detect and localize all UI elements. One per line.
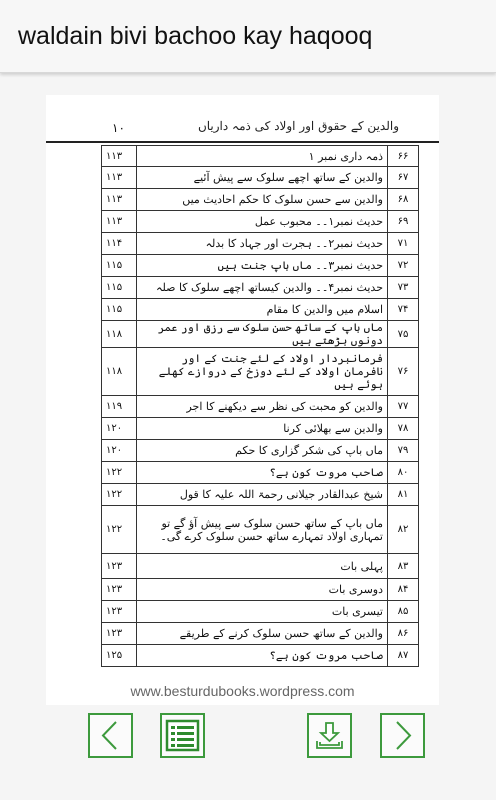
toc-entry-number: ۷۶ [388, 348, 419, 396]
toc-row [102, 418, 419, 440]
toc-page-number: ۱۱۸ [102, 321, 137, 348]
running-header: والدین کے حقوق اور اولاد کی ذمہ داریاں [197, 119, 399, 133]
toc-entry-title: حدیث نمبر۳۔۔ ماں باپ جنت ہیں [137, 255, 388, 277]
list-icon [162, 715, 203, 756]
toc-entry-number: ۷۴ [388, 299, 419, 321]
toc-entry-title: اسلام میں والدین کا مقام [137, 299, 388, 321]
page-number: ۱۰ [112, 121, 125, 135]
toc-entry-number: ۷۳ [388, 277, 419, 299]
toc-entry-title: والدین کے ساتھ اچھے سلوک سے پیش آئیے [137, 167, 388, 189]
toc-row [102, 645, 419, 667]
next-page-button[interactable] [380, 713, 425, 758]
toc-entry-title: دوسری بات [137, 579, 388, 601]
toc-entry-number: ۸۲ [388, 506, 419, 554]
toc-entry-number: ۷۱ [388, 233, 419, 255]
app-title: waldain bivi bachoo kay haqooq [18, 22, 373, 50]
toc-page-number: ۱۲۳ [102, 554, 137, 579]
toc-entry-number: ۷۹ [388, 440, 419, 462]
toc-row [102, 554, 419, 579]
toc-entry-title: والدین کے ساتھ حسن سلوک کرنے کے طریقے [137, 623, 388, 645]
toc-row [102, 233, 419, 255]
toc-row [102, 462, 419, 484]
toc-entry-title: والدین کو محبت کی نظر سے دیکھنے کا اجر [137, 396, 388, 418]
toc-entry-title: پہلی بات [137, 554, 388, 579]
toc-row [102, 440, 419, 462]
toc-entry-number: ۸۳ [388, 554, 419, 579]
download-button[interactable] [307, 713, 352, 758]
toc-entry-title: حدیث نمبر۱۔۔ محبوب عمل [137, 211, 388, 233]
toc-page-number: ۱۲۲ [102, 484, 137, 506]
toc-entry-title: حدیث نمبر۴۔۔ والدین کیساتھ اچھے سلوک کا صلہ [137, 277, 388, 299]
prev-page-button[interactable] [88, 713, 133, 758]
toc-entry-title: والدین سے بھلائی کرنا [137, 418, 388, 440]
toc-page-number: ۱۲۰ [102, 440, 137, 462]
toc-entry-number: ۶۷ [388, 167, 419, 189]
toc-row [102, 189, 419, 211]
toc-entry-number: ۸۷ [388, 645, 419, 667]
toc-entry-title: ذمہ داری نمبر ۱ [137, 146, 388, 167]
toc-page-number: ۱۲۳ [102, 579, 137, 601]
toc-entry-title: شیخ عبدالقادر جیلانی رحمۃ اللہ علیہ کا قول [137, 484, 388, 506]
toc-entry-title: والدین سے حسن سلوک کا حکم احادیث میں [137, 189, 388, 211]
book-page [46, 95, 439, 705]
toc-row [102, 299, 419, 321]
contents-list-button[interactable] [160, 713, 205, 758]
toc-entry-number: ۶۶ [388, 146, 419, 167]
toc-page-number: ۱۱۴ [102, 233, 137, 255]
toc-row [102, 167, 419, 189]
toc-entry-title: فرمانبردار اولاد کے لئے جنت کے اور نافرمان اولاد کے لئے دوزخ کے دروازے کھلے ہوئے ہیں [137, 348, 388, 396]
toc-row [102, 506, 419, 554]
toc-entry-number: ۸۴ [388, 579, 419, 601]
toc-row [102, 484, 419, 506]
toc-page-number: ۱۲۲ [102, 462, 137, 484]
toc-row [102, 601, 419, 623]
toc-row [102, 146, 419, 167]
toc-page-number: ۱۱۵ [102, 299, 137, 321]
toc-page-number: ۱۱۳ [102, 211, 137, 233]
page-header [46, 117, 439, 143]
toc-entry-number: ۸۰ [388, 462, 419, 484]
toc-entry-number: ۷۷ [388, 396, 419, 418]
toc-row [102, 623, 419, 645]
toc-page-number: ۱۱۳ [102, 189, 137, 211]
toc-page-number: ۱۲۵ [102, 645, 137, 667]
chevron-right-icon [382, 715, 423, 756]
toc-page-number: ۱۱۳ [102, 167, 137, 189]
toc-page-number: ۱۱۵ [102, 255, 137, 277]
chevron-left-icon [90, 715, 131, 756]
toc-entry-number: ۶۹ [388, 211, 419, 233]
toc-row [102, 277, 419, 299]
toc-row [102, 396, 419, 418]
toc-entry-number: ۸۶ [388, 623, 419, 645]
toc-entry-title: صاحب مروت کون ہے؟ [137, 645, 388, 667]
toc-page-number: ۱۲۰ [102, 418, 137, 440]
toc-entry-number: ۷۵ [388, 321, 419, 348]
toc-entry-number: ۶۸ [388, 189, 419, 211]
toc-entry-title: ماں باپ کے ساتھ حسن سلوک سے پیش آؤ گے تو تمہاری اولاد تمہارے ساتھ حسن سلوک کرے گی۔ [137, 506, 388, 554]
toc-row [102, 579, 419, 601]
toc-row [102, 348, 419, 396]
toc-page-number: ۱۲۲ [102, 506, 137, 554]
toc-entry-number: ۷۲ [388, 255, 419, 277]
toc-row [102, 321, 419, 348]
toc-page-number: ۱۱۵ [102, 277, 137, 299]
toc-entry-title: حدیث نمبر۲۔۔ ہجرت اور جہاد کا بدلہ [137, 233, 388, 255]
watermark: www.besturdubooks.wordpress.com [130, 683, 355, 699]
app-bar [0, 0, 496, 73]
toc-entry-title: تیسری بات [137, 601, 388, 623]
toc-page-number: ۱۱۹ [102, 396, 137, 418]
download-icon [309, 715, 350, 756]
toc-page-number: ۱۱۳ [102, 146, 137, 167]
toc-entry-number: ۷۸ [388, 418, 419, 440]
toc-entry-title: ماں باپ کے ساتھ حسن سلوک سے رزق اور عمر دونوں بڑھتے ہیں [137, 321, 388, 348]
toc-page-number: ۱۱۸ [102, 348, 137, 396]
toc-page-number: ۱۲۳ [102, 601, 137, 623]
contents-table [101, 145, 419, 667]
toc-entry-number: ۸۵ [388, 601, 419, 623]
toc-page-number: ۱۲۳ [102, 623, 137, 645]
toc-entry-title: صاحب مروت کون ہے؟ [137, 462, 388, 484]
toc-row [102, 211, 419, 233]
toc-entry-title: ماں باپ کی شکر گزاری کا حکم [137, 440, 388, 462]
toc-row [102, 255, 419, 277]
toc-entry-number: ۸۱ [388, 484, 419, 506]
